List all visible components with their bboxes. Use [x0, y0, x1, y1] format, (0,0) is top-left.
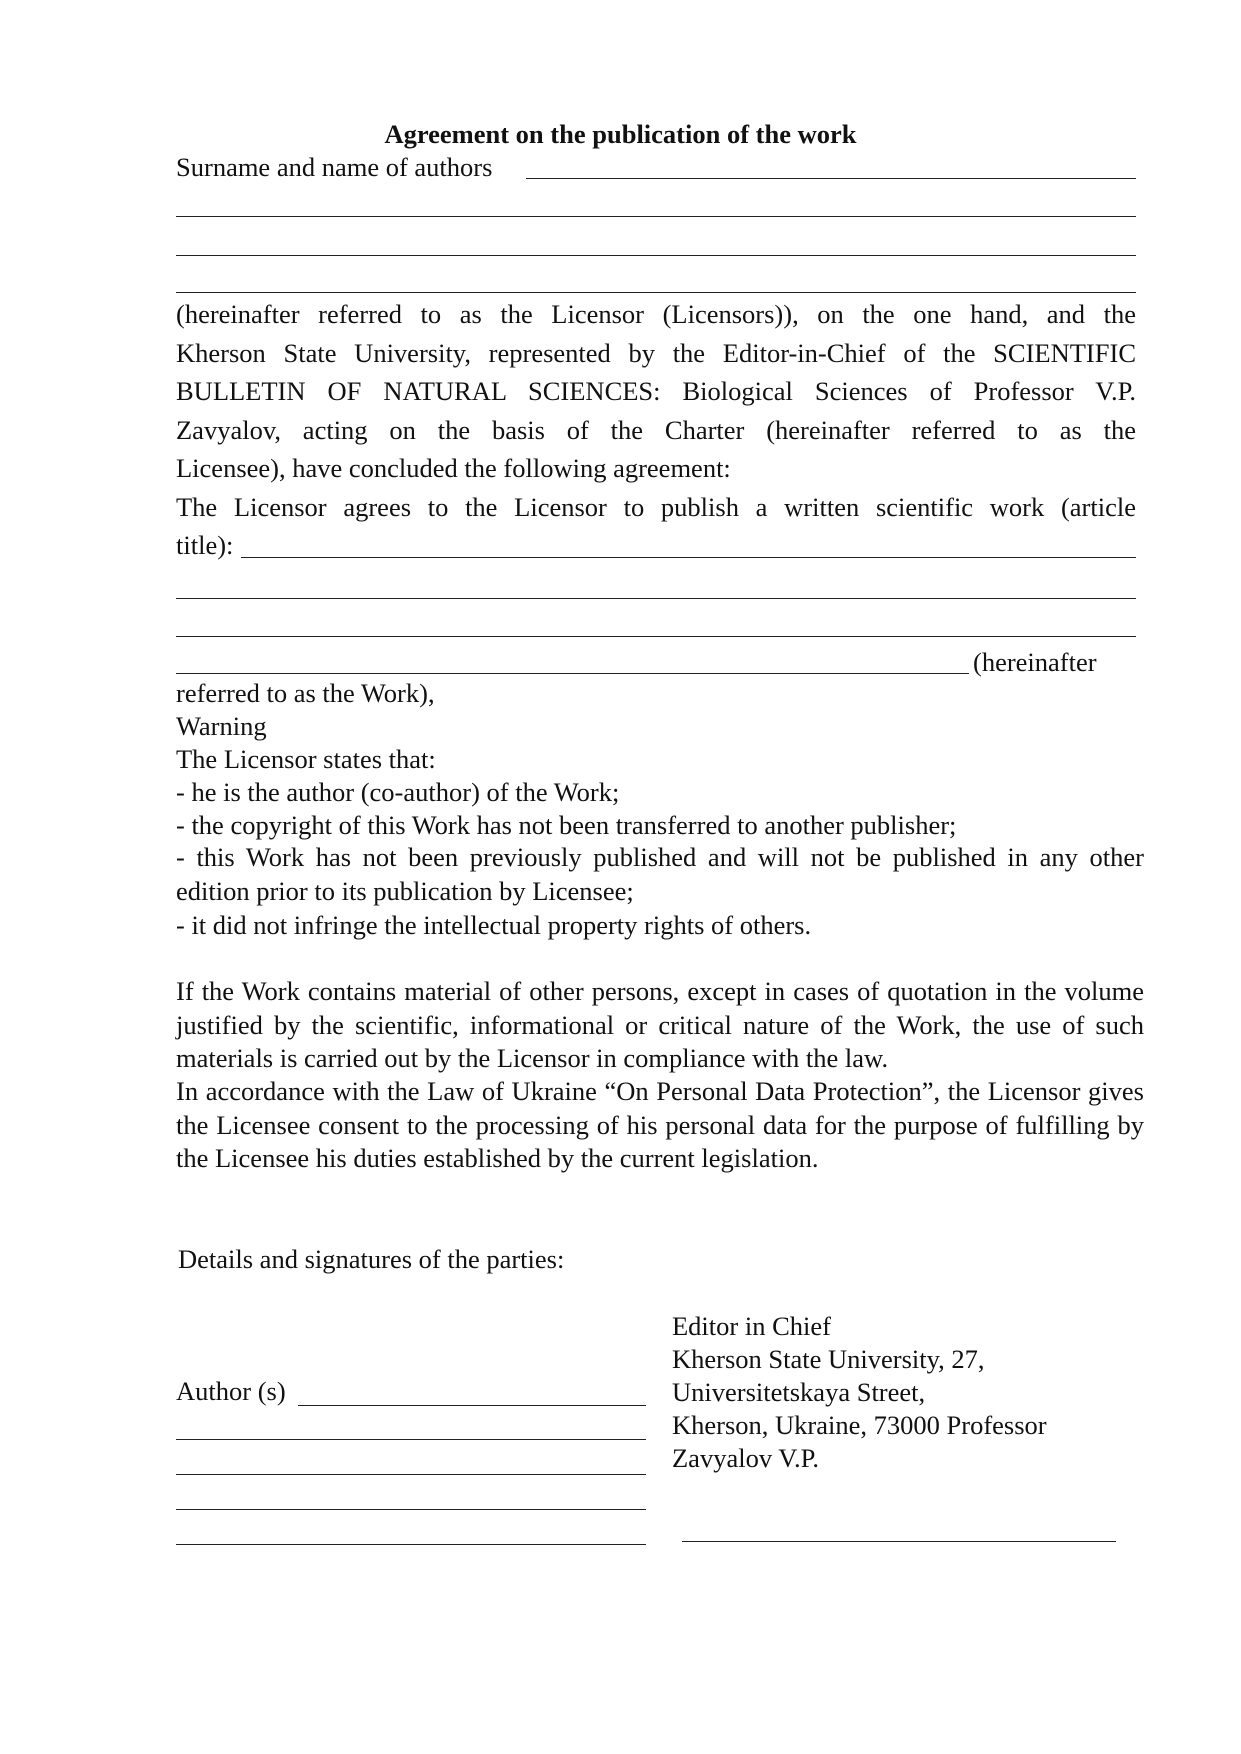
personal-data-paragraph: In accordance with the Law of Ukraine “On Personal Data Protection”, the Licensor gives the Licensee consent to the processing of his personal data for the purpose of fulfilling by the Licensee his duties established by the current legislation. — [176, 1076, 1144, 1173]
article-title-line-3[interactable] — [176, 636, 1136, 637]
statement-item: - the copyright of this Work has not been transferred to another publisher; — [176, 810, 957, 840]
editor-line: Universitetskaya Street, — [672, 1377, 926, 1407]
statement-item: - it did not infringe the intellectual property rights of others. — [176, 910, 812, 940]
authors-line-3[interactable] — [176, 255, 1136, 256]
editor-line: Kherson, Ukraine, 73000 Professor — [672, 1410, 1047, 1440]
licensor-intro-line-1: (hereinafter referred to as the Licensor (Licensors)), on the one hand, and the — [176, 299, 1136, 329]
licensor-intro-line-5: Licensee), have concluded the following agreement: — [176, 453, 731, 483]
article-title-field[interactable] — [241, 557, 1136, 558]
licensor-intro-line-4: Zavyalov, acting on the basis of the Charter (hereinafter referred to as the — [176, 415, 1136, 445]
author-signature-line-3[interactable] — [176, 1474, 646, 1475]
document-title: Agreement on the publication of the work — [384, 119, 857, 149]
editor-line: Zavyalov V.P. — [672, 1443, 819, 1473]
editor-line: Editor in Chief — [672, 1311, 831, 1341]
referred-work-text: referred to as the Work), — [176, 678, 435, 708]
authors-line-4[interactable] — [176, 292, 1136, 293]
editor-signature-line[interactable] — [682, 1541, 1116, 1542]
licensor-intro-line-6: The Licensor agrees to the Licensor to publish a written scientific work (article — [176, 492, 1136, 522]
materials-paragraph: If the Work contains material of other persons, except in cases of quotation in the volume justified by the scientific, informational or critical nature of the Work, the use of such materials is carried out by the Licensor in compliance with the law. — [176, 976, 1144, 1073]
details-label: Details and signatures of the parties: — [178, 1244, 565, 1274]
article-title-line-4[interactable] — [176, 673, 969, 674]
statement-item: - this Work has not been previously published and will not be published in any other edition prior to its publication by Licensee; — [176, 842, 1144, 906]
author-signature-line-2[interactable] — [176, 1439, 646, 1440]
authors-line-2[interactable] — [176, 216, 1136, 217]
author-signature-line-5[interactable] — [176, 1544, 646, 1545]
author-signature-line-4[interactable] — [176, 1509, 646, 1510]
author-signature-field[interactable] — [298, 1405, 646, 1406]
author-label: Author (s) — [176, 1376, 286, 1406]
licensor-intro-line-3: BULLETIN OF NATURAL SCIENCES: Biological Sciences of Professor V.P. — [176, 376, 1136, 406]
editor-line: Kherson State University, 27, — [672, 1344, 985, 1374]
authors-name-field[interactable] — [526, 178, 1136, 179]
article-title-label: title): — [176, 530, 234, 560]
article-title-line-2[interactable] — [176, 598, 1136, 599]
warning-text: Warning — [176, 711, 267, 741]
statement-item: - he is the author (co-author) of the Work; — [176, 777, 620, 807]
licensor-states-text: The Licensor states that: — [176, 744, 436, 774]
licensor-intro-line-2: Kherson State University, represented by the Editor-in-Chief of the SCIENTIFIC — [176, 338, 1136, 368]
hereinafter-work-text: (hereinafter — [973, 647, 1097, 677]
authors-label: Surname and name of authors — [176, 152, 493, 182]
